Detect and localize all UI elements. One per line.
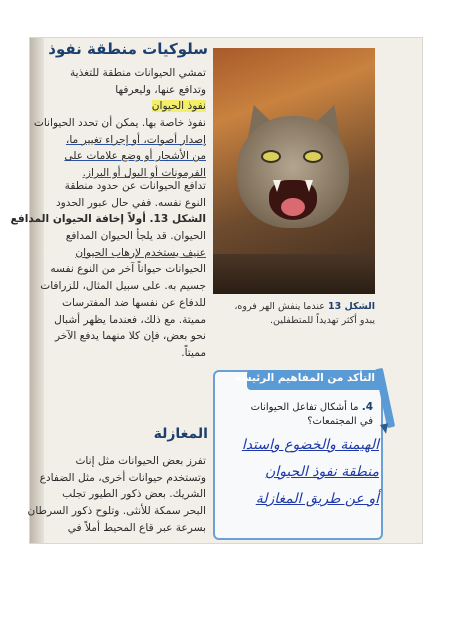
text-line: بسرعة عبر قاع المحيط أملاً في xyxy=(67,521,206,534)
key-concepts-box xyxy=(213,370,383,540)
text-line: الشريك. بعض ذكور الطيور تجلب xyxy=(62,488,206,501)
cat-right-fang xyxy=(305,180,313,192)
caption-title: الشكل 13 xyxy=(327,301,375,312)
text-line: وتدافع عنها، وليعرفها xyxy=(115,83,206,96)
paragraph-courtship xyxy=(27,453,206,536)
text-line: الشكل 13. أولاً إخافة الحيوان المدافع xyxy=(10,213,206,226)
answer-line: أو عن طريق المغازلة xyxy=(255,491,379,507)
text-line: تمشي الحيوانات منطقة للتغذية xyxy=(69,67,206,79)
courtship-heading: المغازلة xyxy=(153,426,208,442)
text-line: للدفاع عن نفسها ضد المفترسات xyxy=(62,296,206,309)
cat-right-eye xyxy=(305,152,321,161)
cat-tongue xyxy=(281,198,305,216)
text-line xyxy=(34,98,206,115)
figure-caption xyxy=(215,300,375,328)
text-column xyxy=(10,38,208,543)
hissing-cat-photo xyxy=(213,48,375,294)
text-line: عنيف يستخدم لإرهاب الحيوان xyxy=(75,246,206,259)
cat-left-eye xyxy=(263,152,279,161)
text-line: وتستخدم حيوانات أخرى، مثل الضفادع xyxy=(39,471,206,484)
section-heading: سلوكيات منطقة نفوذ xyxy=(48,40,208,58)
question-text: ما أشكال تفاعل الحيوانات xyxy=(250,402,359,413)
text-line: تفرز بعض الحيوانات مثل إناث xyxy=(75,455,206,467)
text-line: نحو بعض، فإن كلا منهما يدفع الآخر xyxy=(54,330,206,343)
text-line: النوع نفسه. ففي حال عبور الحدود xyxy=(55,196,206,209)
question-line xyxy=(223,400,373,415)
cat-left-fang xyxy=(273,180,281,192)
question-number: 4. xyxy=(361,401,373,413)
key-concepts-title: التأكد من المفاهيم الرئيسة xyxy=(234,372,375,384)
handwritten-answer xyxy=(219,432,379,513)
paragraph-territory-intro xyxy=(34,65,206,182)
text-line: إصدار أصوات، أو إجراء تغيير ما، xyxy=(65,133,206,146)
text-line: الفرمونات أو البول أو البراز. xyxy=(82,167,206,180)
text-line: الحيوان. قد يلجأ الحيوان المدافع xyxy=(65,230,206,243)
text-line: مميتة. مع ذلك، فعندما يظهر أشبال xyxy=(54,313,206,326)
paragraph-territory-defense xyxy=(10,178,206,362)
caption-text: عندما ينفش الهر فروه، xyxy=(234,301,325,312)
text-line: الحيوانات حيواناً آخر من النوع نفسه xyxy=(50,263,206,276)
caption-line: يبدو أكثر تهديداً للمتطفلين. xyxy=(270,315,375,326)
ground-shadow xyxy=(213,254,375,294)
answer-line: منطقة نفوذ الحيوان xyxy=(265,464,379,480)
text-line: البحر سمكة للأنثى. وتلوح ذكور السرطان xyxy=(27,505,206,518)
text-line: جسيم به. على سبيل المثال، للزرافات xyxy=(40,280,206,293)
highlighted-term: نفوذ الحيوان xyxy=(151,100,206,113)
caption-line xyxy=(215,300,375,314)
answer-line: الهيمنة والخضوع واستدا xyxy=(241,437,379,453)
review-question xyxy=(223,400,373,429)
text-line: مميتاً. xyxy=(181,346,206,359)
text-line: تدافع الحيوانات عن حدود منطقة xyxy=(64,180,206,192)
question-line: في المجتمعات؟ xyxy=(307,416,373,427)
textbook-page-photo xyxy=(10,38,422,543)
text-line: من الأشجار أو وضع علامات على xyxy=(64,150,206,163)
key-concepts-tab xyxy=(234,370,383,390)
text-line: نفوذ خاصة بها. يمكن أن تحدد الحيوانات xyxy=(33,117,206,130)
